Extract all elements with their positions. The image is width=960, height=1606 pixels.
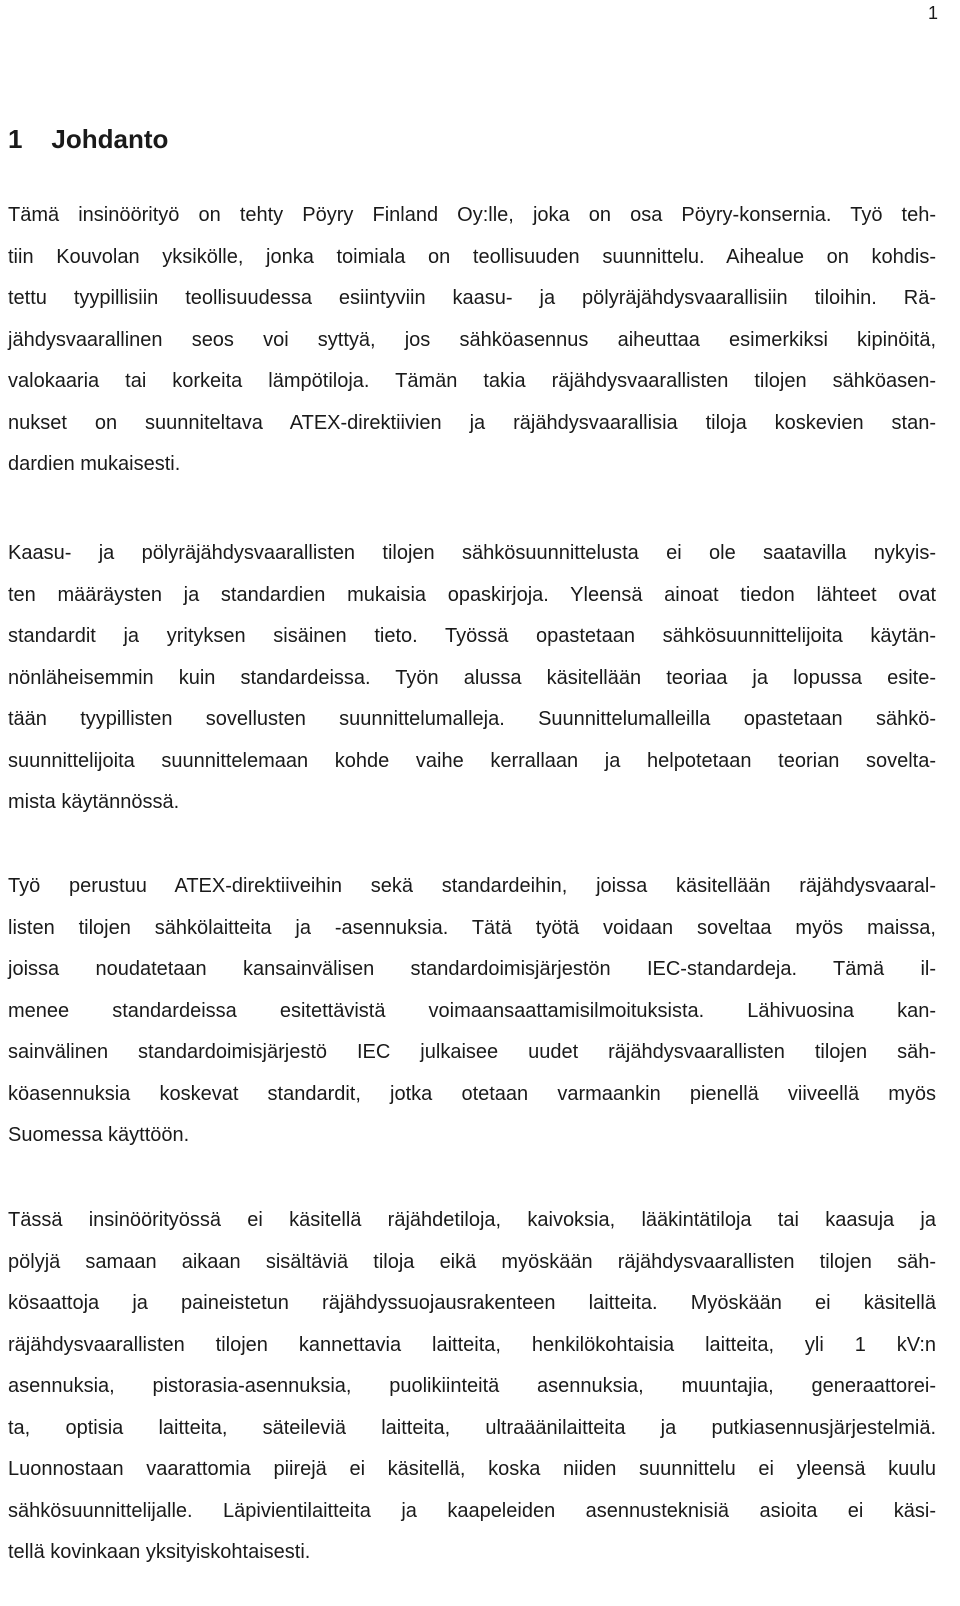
text-line: listen tilojen sähkölaitteita ja -asennuksia. Tätä työtä voidaan soveltaa myös maissa,	[8, 916, 936, 939]
text-line: menee standardeissa esitettävistä voimaansaattamisilmoituksista. Lähivuosina kan-	[8, 999, 936, 1022]
text-line: suunnittelijoita suunnittelemaan kohde vaihe kerrallaan ja helpotetaan teorian sovelta-	[8, 749, 936, 772]
text-line: räjähdysvaarallisten tilojen kannettavia laitteita, henkilökohtaisia laitteita, yli 1 kV:n	[8, 1333, 936, 1356]
text-line: dardien mukaisesti.	[8, 453, 181, 475]
text-line: Työ perustuu ATEX-direktiiveihin sekä standardeihin, joissa käsitellään räjähdysvaaral-	[8, 875, 936, 897]
text-line: köasennuksia koskevat standardit, jotka otetaan varmaankin pienellä viiveellä myös	[8, 1082, 936, 1105]
text-line: nönläheisemmin kuin standardeissa. Työn alussa käsitellään teoriaa ja lopussa esite-	[8, 666, 936, 689]
text-line: pölyjä samaan aikaan sisältäviä tiloja eikä myöskään räjähdysvaarallisten tilojen säh-	[8, 1250, 936, 1273]
text-line: kösaattoja ja paineistetun räjähdyssuojausrakenteen laitteita. Myöskään ei käsitellä	[8, 1292, 936, 1314]
text-line: joissa noudatetaan kansainvälisen standardoimisjärjestön IEC-standardeja. Tämä il-	[8, 958, 936, 980]
section-heading	[8, 122, 168, 156]
text-line: tellä kovinkaan yksityiskohtaisesti.	[8, 1541, 311, 1563]
text-line: standardit ja yrityksen sisäinen tieto. Työssä opastetaan sähkösuunnittelijoita käytän-	[8, 625, 936, 647]
page-number: 1	[927, 3, 938, 23]
text-line: nukset on suunniteltava ATEX-direktiivien ja räjähdysvaarallisia tiloja koskevien stan-	[8, 411, 936, 434]
text-line: tettu tyypillisiin teollisuudessa esiintyviin kaasu- ja pölyräjähdysvaarallisiin tiloihin. Rä-	[8, 287, 936, 309]
paragraph-2	[8, 533, 936, 824]
text-line: Suomessa käyttöön.	[8, 1124, 190, 1146]
text-line: asennuksia, pistorasia-asennuksia, puolikiinteitä asennuksia, muuntajia, generaattorei-	[8, 1375, 936, 1397]
text-line: ten määräysten ja standardien mukaisia opaskirjoja. Yleensä ainoat tiedon lähteet ovat	[8, 583, 936, 606]
text-line: Kaasu- ja pölyräjähdysvaarallisten tilojen sähkösuunnittelusta ei ole saatavilla nykyis-	[8, 542, 936, 564]
text-line: sähkösuunnittelijalle. Läpivientilaitteita ja kaapeleiden asennusteknisiä asioita ei käsi-	[8, 1499, 936, 1522]
paragraph-3	[8, 866, 936, 1157]
text-line: Tämä insinöörityö on tehty Pöyry Finland Oy:lle, joka on osa Pöyry-konsernia. Työ teh-	[8, 204, 936, 226]
text-line: Tässä insinöörityössä ei käsitellä räjähdetiloja, kaivoksia, lääkintätiloja tai kaasuja ja	[8, 1209, 936, 1231]
text-line: Luonnostaan vaarattomia piirejä ei käsitellä, koska niiden suunnittelu ei yleensä kuulu	[8, 1458, 936, 1480]
text-line: tiin Kouvolan yksikölle, jonka toimiala on teollisuuden suunnittelu. Aihealue on kohdis-	[8, 245, 936, 268]
paragraph-4	[8, 1200, 936, 1574]
section-number: 1	[8, 124, 23, 154]
paragraph-1	[8, 195, 936, 486]
text-line: sainvälinen standardoimisjärjestö IEC julkaisee uudet räjähdysvaarallisten tilojen säh-	[8, 1041, 936, 1063]
text-line: tään tyypillisten sovellusten suunnittelumalleja. Suunnittelumalleilla opastetaan sähkö-	[8, 708, 936, 730]
text-line: ta, optisia laitteita, säteileviä laitteita, ultraäänilaitteita ja putkiasennusjärjestelmiä.	[8, 1416, 936, 1439]
text-line: mista käytännössä.	[8, 791, 180, 813]
section-title: Johdanto	[51, 124, 169, 154]
text-line: valokaaria tai korkeita lämpötiloja. Tämän takia räjähdysvaarallisten tilojen sähköasen-	[8, 370, 936, 392]
text-line: jähdysvaarallinen seos voi syttyä, jos sähköasennus aiheuttaa esimerkiksi kipinöitä,	[8, 328, 936, 351]
